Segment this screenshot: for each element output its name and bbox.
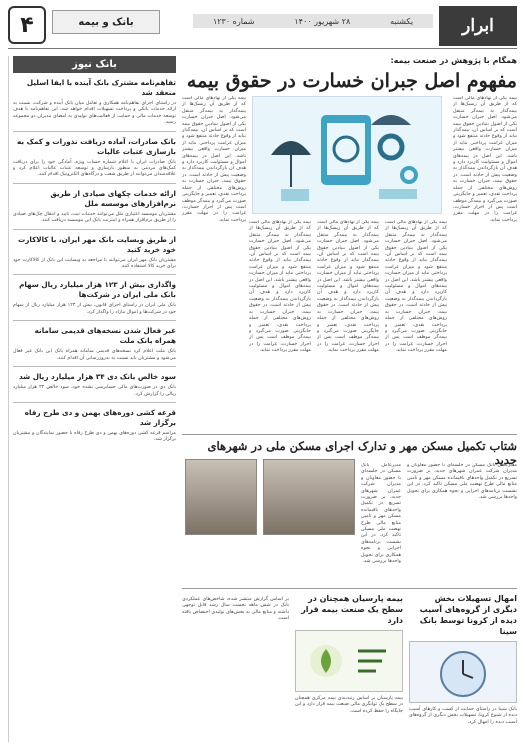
news-column xyxy=(8,56,176,742)
housing-headline: شتاب تکمیل مسکن مهر و تدارک اجرای مسکن ملی در شهرهای جدید xyxy=(207,439,517,467)
article-column: بیمه یکی از نهادهای مالی است که از طریق آن ریسک‌ها از بیمه‌گذار به بیمه‌گر منتقل می‌شود. اصل جبران خسارت یکی از اصول بنیادین حقوق بیمه است که بر اساس آن، بیمه‌گذار نباید از وقوع حادثه منتفع شود و میزان غرامت پرداختی نباید از میزان خسارت واقعی بیشتر باشد. این اصل در بیمه‌های اموال و مسئولیت کاربرد دارد و هدف آن بازگرداندن بیمه‌گذار به وضعیت پیش از حادثه است. در حقوق بیمه، جبران خسارت به روش‌های مختلفی از جمله پرداخت نقدی، تعمیر و جایگزینی صورت می‌گیرد و بیمه‌گر موظف است پس از احراز خسارت، غرامت را در مهلت مقرر پرداخت نماید. xyxy=(249,220,311,354)
divider xyxy=(13,320,176,321)
masthead-logo: ابرار xyxy=(439,6,517,46)
bottom-story xyxy=(409,593,517,742)
housing-body: مدیرعامل بانک مسکن در جلسه‌ای با حضور معاونان و مدیران شرکت عمران شهرهای جدید، بر ضرورت تسریع در تکمیل واحدهای باقیمانده مسکن مهر و تامین منابع مالی طرح نهضت ملی مسکن تاکید کرد. در این نشست برنامه‌های اجرایی و نحوه همکاری برای تحویل واحدها بررسی شد. xyxy=(407,463,517,501)
bottom-stories xyxy=(182,588,517,742)
divider xyxy=(13,402,176,403)
article-title: مفهوم اصل جبران خسارت در حقوق بیمه xyxy=(186,70,517,92)
housing-body: مدیرعامل بانک مسکن در جلسه‌ای با حضور معاونان و مدیران شرکت عمران شهرهای جدید، بر ضرورت تسریع در تکمیل واحدهای باقیمانده مسکن مهر و تامین منابع مالی طرح نهضت ملی مسکن تاکید کرد. در این نشست برنامه‌های اجرایی و نحوه همکاری برای تحویل واحدها بررسی شد. xyxy=(361,463,401,565)
illustration-svg xyxy=(251,97,441,215)
main-area xyxy=(182,56,517,742)
news-body: مراسم قرعه کشی دوره‌های بهمن و دی طرح رفاه با حضور نمایندگان و مشتریان برگزار شد. xyxy=(13,430,176,443)
divider xyxy=(13,366,176,367)
article-column: بیمه یکی از نهادهای مالی است که از طریق آن ریسک‌ها از بیمه‌گذار به بیمه‌گر منتقل می‌شود. اصل جبران خسارت یکی از اصول بنیادین حقوق بیمه است که بر اساس آن، بیمه‌گذار نباید از وقوع حادثه منتفع شود و میزان غرامت پرداختی نباید از میزان خسارت واقعی بیشتر باشد. این اصل در بیمه‌های اموال و مسئولیت کاربرد دارد و هدف آن بازگرداندن بیمه‌گذار به وضعیت پیش از حادثه است. در حقوق بیمه، جبران خسارت به روش‌های مختلفی از جمله پرداخت نقدی، تعمیر و جایگزینی صورت می‌گیرد و بیمه‌گر موظف است پس از احراز خسارت، غرامت را در مهلت مقرر پرداخت نماید. xyxy=(317,220,379,354)
news-banner: بانک نیوز xyxy=(13,56,176,73)
bottom-body: بر اساس گزارش منتشر شده، شاخص‌های عملکردی بانک در شش ماهه نخست سال رشد قابل توجهی داشته و منابع مالی به بخش‌های تولیدی اختصاص یافته است. xyxy=(182,597,289,622)
news-body: بانک صادرات ایران با اعلام شماره حساب ویژه، آمادگی خود را برای دریافت کمک‌های مردمی به منظور بازسازی و توسعه عتبات عالیات اعلام کرد و علاقه‌مندان می‌توانند از طریق شعب و درگاه‌های الکترونیک اقدام کنند. xyxy=(13,159,176,178)
meeting-photo xyxy=(185,459,257,535)
news-headline: واگذاری بیش از ۱۲۳ هزار میلیارد ریال سهام بانک ملی ایران در شرکت‌ها xyxy=(19,280,176,300)
news-body: بانک ملی ایران در راستای اجرای قانون، بیش از ۱۲۳ هزار میلیارد ریال از سهام خود در شرکت‌ها و اموال مازاد را واگذار کرد. xyxy=(13,303,176,315)
article-kicker: همگام با پژوهش در صنعت بیمه: xyxy=(390,56,517,65)
date: ۲۸ شهریور ۱۴۰۰ xyxy=(294,16,351,26)
page-header xyxy=(8,6,517,46)
clock-svg xyxy=(410,642,516,702)
stopwatch-illustration xyxy=(409,641,517,703)
news-headline: سود خالص بانک دی ۳۴ هزار میلیارد ریال شد xyxy=(18,372,176,382)
divider xyxy=(13,229,176,230)
news-headline: غیر فعال شدن نسخه‌های قدیمی سامانه همراه بانک ملت xyxy=(34,326,176,346)
bottom-body: بیمه پارسیان بر اساس رتبه‌بندی بیمه مرکزی همچنان در سطح یک توانگری مالی صنعت بیمه قرار دارد و این جایگاه را حفظ کرده است. xyxy=(295,696,403,714)
news-headline: از طریق وبسایت بانک مهر ایران، با کالاکارت خود خرید کنید xyxy=(18,234,176,254)
news-body: مشتریان بانک مهر ایران می‌توانند با مراجعه به وبسایت این بانک از کالاکارت خود برای خرید کالا استفاده کنند. xyxy=(13,257,176,270)
housing-story xyxy=(182,434,517,584)
news-body: مشتریان موسسه اعتباری ملل می‌توانند خدمات ثبت، تایید و انتقال چک‌های صیادی را از طریق نرم‌افزار همراه و اینترنت بانک این موسسه دریافت کنند. xyxy=(13,211,176,224)
news-headline: قرعه کشی دوره‌های بهمن و دی طرح رفاه برگزار شد xyxy=(24,407,176,427)
day: یکشنبه xyxy=(390,16,414,26)
page-number: ۴ xyxy=(8,6,46,44)
bottom-story xyxy=(295,593,403,742)
bottom-body: بانک سینا در راستای حمایت از کسب و کارهای آسیب دیده از شیوع کرونا، تسهیلات بخش دیگری از گروه‌های آسیب دیده را امهال کرد. xyxy=(409,707,517,725)
parsian-logo xyxy=(295,630,403,692)
article-column: بیمه یکی از نهادهای مالی است که از طریق آن ریسک‌ها از بیمه‌گذار به بیمه‌گر منتقل می‌شود. اصل جبران خسارت یکی از اصول بنیادین حقوق بیمه است که بر اساس آن، بیمه‌گذار نباید از وقوع حادثه منتفع شود و میزان غرامت پرداختی نباید از میزان خسارت واقعی بیشتر باشد. این اصل در بیمه‌های اموال و مسئولیت کاربرد دارد و هدف آن بازگرداندن بیمه‌گذار به وضعیت پیش از حادثه است. در حقوق بیمه، جبران خسارت به روش‌های مختلفی از جمله پرداخت نقدی، تعمیر و جایگزینی صورت می‌گیرد و بیمه‌گر موظف است پس از احراز خسارت، غرامت را در مهلت مقرر پرداخت نماید. xyxy=(182,96,246,223)
article-column: بیمه یکی از نهادهای مالی است که از طریق آن ریسک‌ها از بیمه‌گذار به بیمه‌گر منتقل می‌شود. اصل جبران خسارت یکی از اصول بنیادین حقوق بیمه است که بر اساس آن، بیمه‌گذار نباید از وقوع حادثه منتفع شود و میزان غرامت پرداختی نباید از میزان خسارت واقعی بیشتر باشد. این اصل در بیمه‌های اموال و مسئولیت کاربرد دارد و هدف آن بازگرداندن بیمه‌گذار به وضعیت پیش از حادثه است. در حقوق بیمه، جبران خسارت به روش‌های مختلفی از جمله پرداخت نقدی، تعمیر و جایگزینی صورت می‌گیرد و بیمه‌گر موظف است پس از احراز خسارت، غرامت را در مهلت مقرر پرداخت نماید. xyxy=(453,96,517,223)
bottom-story xyxy=(182,593,289,742)
meeting-photo xyxy=(263,459,355,535)
divider xyxy=(13,274,176,275)
insurance-illustration xyxy=(252,96,442,214)
news-body: در راستای اجرای تفاهم‌نامه همکاری و تعامل میان بانک آینده و شرکت، نسبت به ارائه خدمات بانکی و پرداخت تسهیلات اقدام خواهد شد. این تفاهم‌نامه با هدف توسعه خدمات مالی و حمایت از فعالیت‌های تولیدی به امضای مدیران دو مجموعه رسید. xyxy=(13,101,176,126)
news-headline: ارائه خدمات چکهای صیادی از طریق نرم‌افزارهای موسسه ملل xyxy=(50,188,176,208)
section-name: بانک و بیمه xyxy=(52,10,160,34)
news-headline: بانک صادرات، آماده دریافت نذورات و کمک به بازسازی عتبات عالیات xyxy=(17,136,176,156)
bottom-headline: بیمه پارسیان همچنان در سطح یک صنعت بیمه قرار دارد xyxy=(301,594,403,625)
dateline xyxy=(193,14,433,28)
news-body: بانک ملت اعلام کرد نسخه‌های قدیمی سامانه همراه بانک این بانک غیر فعال می‌شود و مشتریان باید نسبت به به‌روزرسانی آن اقدام کنند. xyxy=(13,349,176,361)
header-rule xyxy=(8,48,517,49)
article-column: بیمه یکی از نهادهای مالی است که از طریق آن ریسک‌ها از بیمه‌گذار به بیمه‌گر منتقل می‌شود. اصل جبران خسارت یکی از اصول بنیادین حقوق بیمه است که بر اساس آن، بیمه‌گذار نباید از وقوع حادثه منتفع شود و میزان غرامت پرداختی نباید از میزان خسارت واقعی بیشتر باشد. این اصل در بیمه‌های اموال و مسئولیت کاربرد دارد و هدف آن بازگرداندن بیمه‌گذار به وضعیت پیش از حادثه است. در حقوق بیمه، جبران خسارت به روش‌های مختلفی از جمله پرداخت نقدی، تعمیر و جایگزینی صورت می‌گیرد و بیمه‌گر موظف است پس از احراز خسارت، غرامت را در مهلت مقرر پرداخت نماید. xyxy=(385,220,447,354)
news-body: بانک دی در صورت‌های مالی حسابرسی نشده خود، سود خالص ۳۴ هزار میلیارد ریالی را گزارش کرد. xyxy=(13,385,176,397)
logo-svg xyxy=(296,631,402,691)
news-headline: تفاهم‌نامه مشترک بانک آینده با ایفا اسلیل منعقد شد xyxy=(26,78,176,97)
divider xyxy=(13,131,176,132)
divider xyxy=(13,183,176,184)
bottom-headline: امهال تسهیلات بخش دیگری از گروه‌های آسیب دیده از کرونا توسط بانک سینا xyxy=(419,594,517,636)
article-body xyxy=(182,96,517,426)
issue-number: شماره ۱۲۳۰ xyxy=(212,16,255,26)
